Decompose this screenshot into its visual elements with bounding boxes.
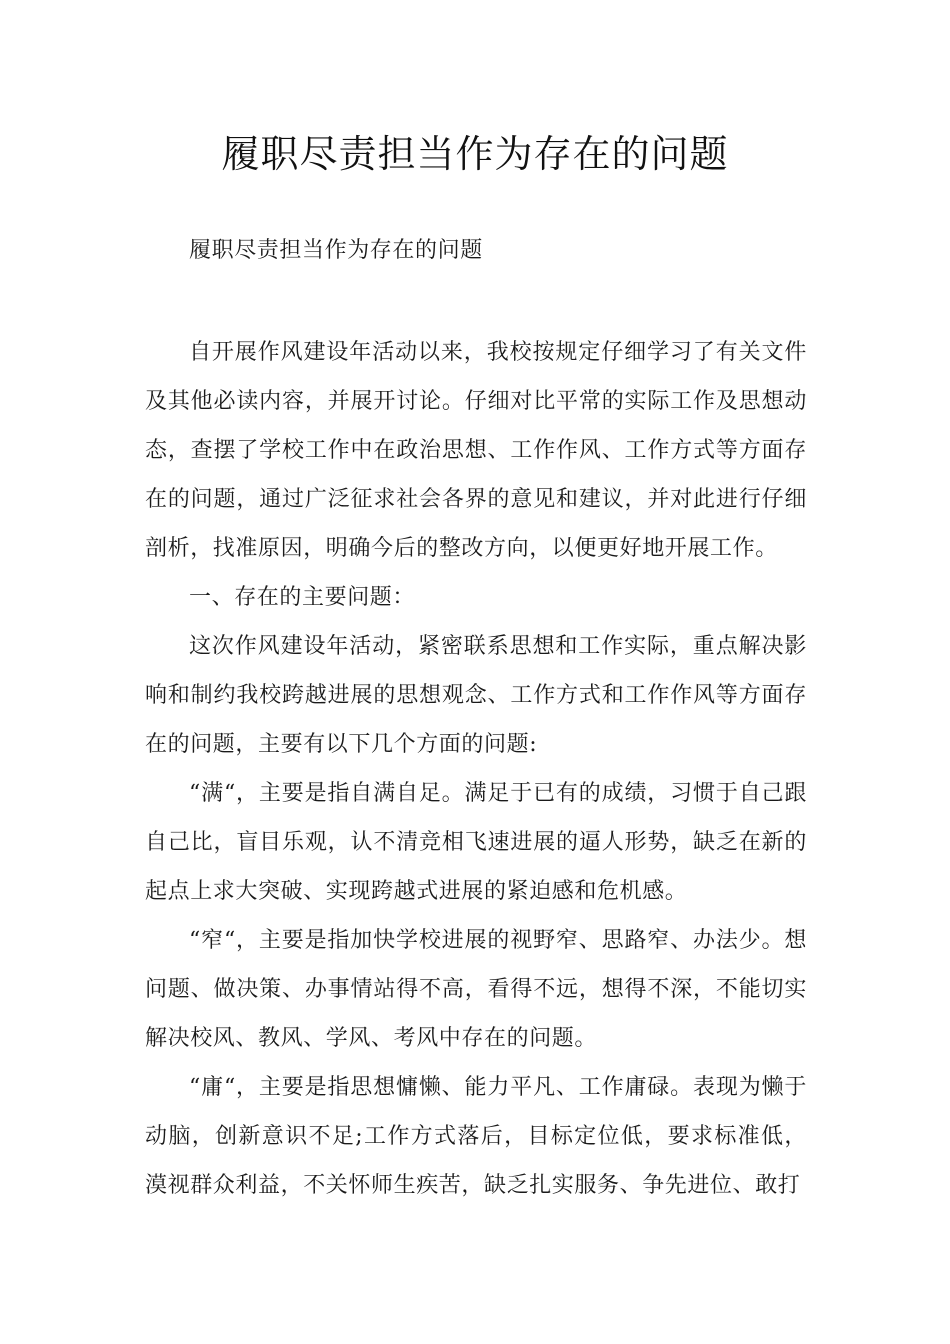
paragraph-man: “满“，主要是指自满自足。满足于已有的成绩，习惯于自己跟自己比，盲目乐观，认不清竞相飞速进展的逼人形势，缺乏在新的起点上求大突破、实现跨越式进展的紧迫感和危机感。 <box>145 781 807 904</box>
paragraph-overview: 这次作风建设年活动，紧密联系思想和工作实际，重点解决影响和制约我校跨越进展的思想观念、工作方式和工作作风等方面存在的问题，主要有以下几个方面的问题: <box>145 634 807 757</box>
paragraph-yong: “庸“，主要是指思想慵懒、能力平凡、工作庸碌。表现为懒于动脑，创新意识不足;工作方式落后，目标定位低，要求标准低，漠视群众利益，不关怀师生疾苦，缺乏扎实服务、争先进位、敢打 <box>145 1075 807 1198</box>
section-heading-main-problems: 一、存在的主要问题： <box>189 585 416 610</box>
document-title: 履职尽责担当作为存在的问题 <box>221 132 729 176</box>
document-subtitle: 履职尽责担当作为存在的问题 <box>189 238 483 263</box>
paragraph-intro: 自开展作风建设年活动以来，我校按规定仔细学习了有关文件及其他必读内容，并展开讨论。仔细对比平常的实际工作及思想动态，查摆了学校工作中在政治思想、工作作风、工作方式等方面存在的问题，通过广泛征求社会各界的意见和建议，并对此进行仔细剖析，找准原因，明确今后的整改方向，以便更好地开展工作。 <box>145 340 807 561</box>
paragraph-zhai: “窄“，主要是指加快学校进展的视野窄、思路窄、办法少。想问题、做决策、办事情站得不高，看得不远，想得不深，不能切实解决校风、教风、学风、考风中存在的问题。 <box>145 928 807 1051</box>
document-body <box>145 328 807 1210</box>
